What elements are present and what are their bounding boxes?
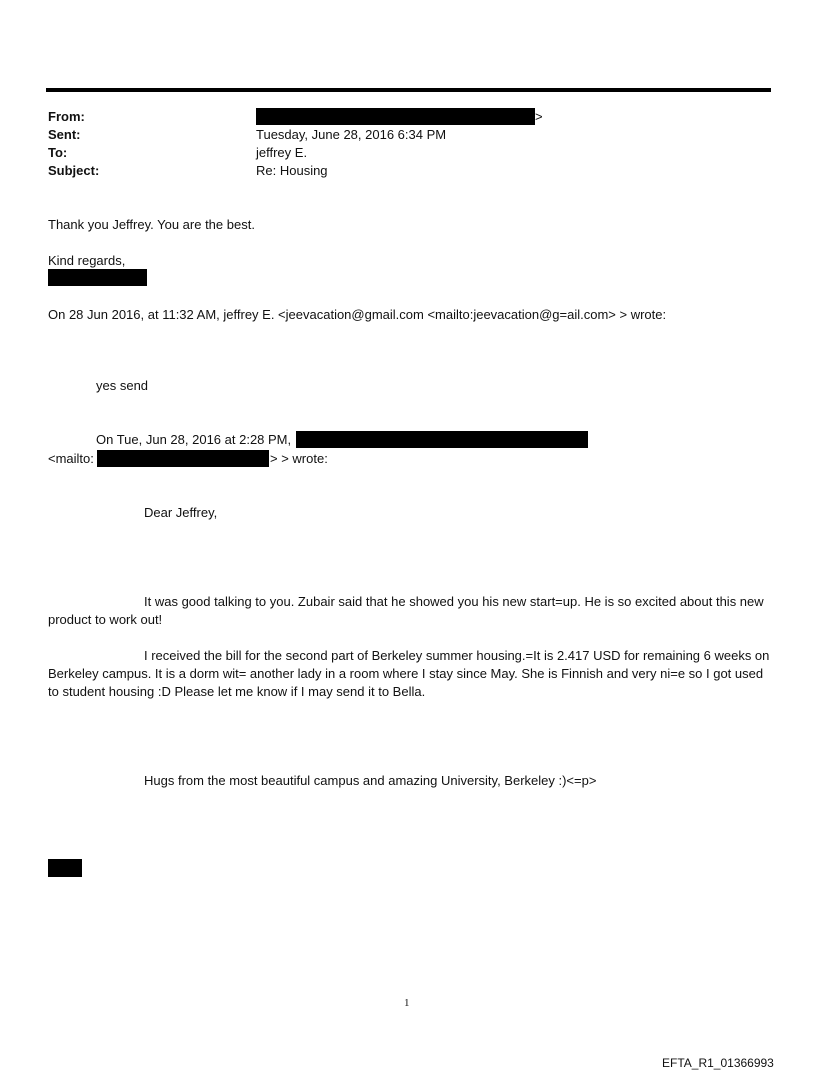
page-number: 1	[404, 997, 410, 1009]
sent-label: Sent:	[48, 127, 81, 142]
redacted-quote2-email	[97, 450, 269, 467]
sent-value: Tuesday, June 28, 2016 6:34 PM	[256, 127, 447, 142]
thanks-line: Thank you Jeffrey. You are the best.	[48, 217, 255, 232]
quote2-header: On Tue, Jun 28, 2016 at 2:28 PM,	[96, 432, 292, 447]
document-id: EFTA_R1_01366993	[662, 1056, 774, 1070]
redacted-initials	[48, 859, 82, 877]
quote1-header: On 28 Jun 2016, at 11:32 AM, jeffrey E. <jeevacation@gmail.com <mailto:jeevacation@g=ail.com> > wrote:	[48, 307, 667, 322]
redacted-signature	[48, 269, 147, 286]
quote2-mailto-prefix: <mailto:	[48, 451, 94, 466]
redacted-sender	[256, 108, 535, 125]
paragraph-2: I received the bill for the second part of Berkeley summer housing.=It is 2.417 USD for remaining 6 weeks on Berkeley campus. It is a dorm wit= another lady in a room where I stay since May. She is Finnish and very ni=e so I got used to student housing :D Please let me know if I may send it to Bella.	[48, 648, 770, 699]
from-suffix: >	[535, 109, 543, 124]
to-value: jeffrey E.	[256, 145, 308, 160]
regards-line: Kind regards,	[48, 253, 126, 268]
header-rule	[46, 88, 771, 92]
from-label: From:	[48, 109, 85, 124]
salutation: Dear Jeffrey,	[144, 505, 218, 520]
to-label: To:	[48, 145, 68, 160]
redacted-quote2-sender	[296, 431, 588, 448]
quote1-text: yes send	[96, 378, 149, 393]
quote2-mailto-suffix: > > wrote:	[270, 451, 328, 466]
closing-line: Hugs from the most beautiful campus and amazing University, Berkeley :)<=p>	[144, 773, 597, 788]
subject-label: Subject:	[48, 163, 100, 178]
paragraph-1: It was good talking to you. Zubair said that he showed you his new start=up. He is so excited about this new product to work out!	[48, 594, 764, 627]
subject-value: Re: Housing	[256, 163, 328, 178]
